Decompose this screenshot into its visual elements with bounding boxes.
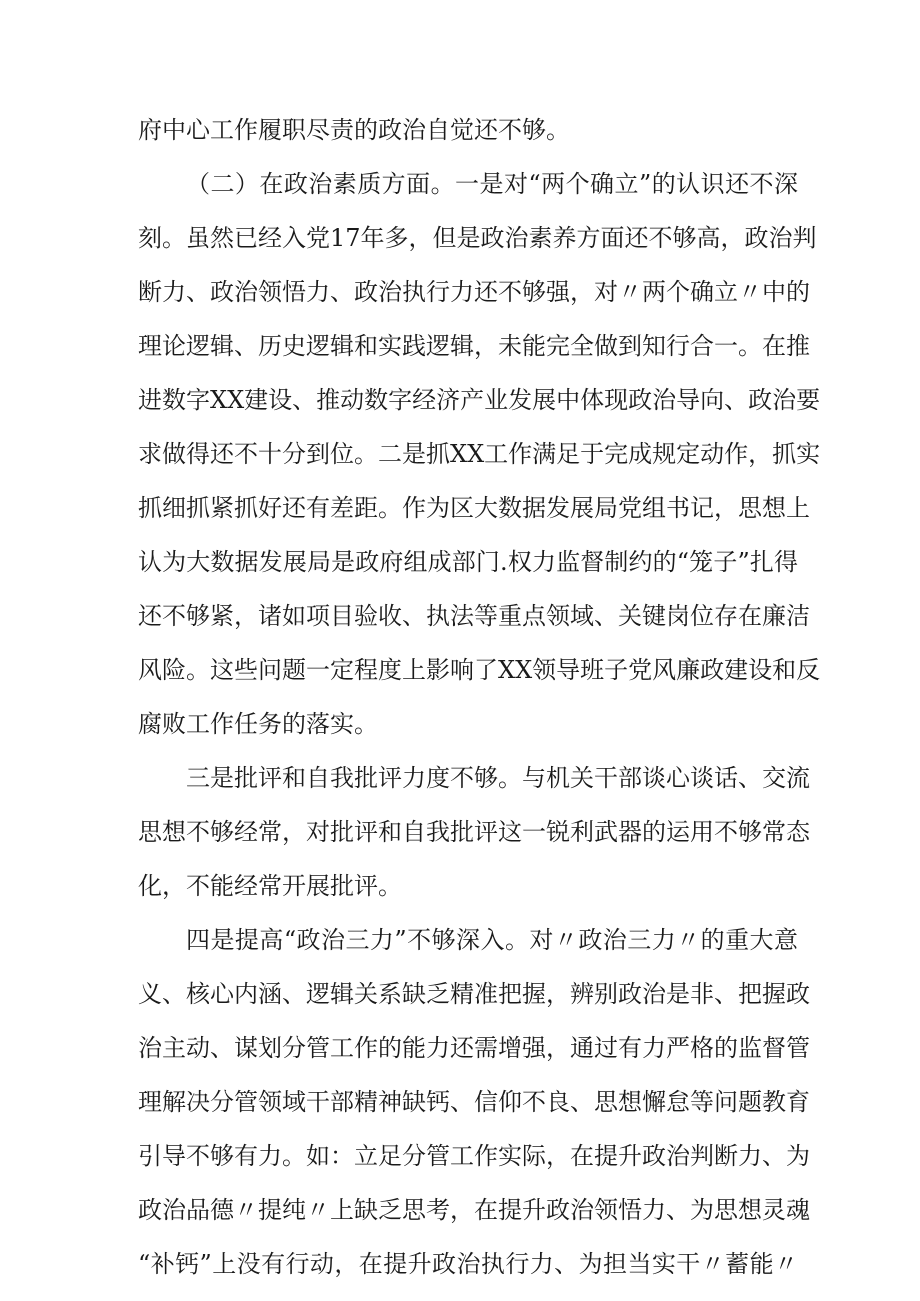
text-line: 断力、政治领悟力、政治执行力还不够强，对〃两个确立〃中的	[138, 278, 810, 306]
text-line: 义、核心内涵、逻辑关系缺乏精准把握，辨别政治是非、把握政	[138, 980, 810, 1008]
text-line: 政治品德〃提纯〃上缺乏思考，在提升政治领悟力、为思想灵魂	[138, 1196, 810, 1224]
text-line: 刻。虽然已经入党17年多，但是政治素养方面还不够高，政治判	[138, 224, 817, 252]
text-line: 还不够紧，诸如项目验收、执法等重点领域、关键岗位存在廉洁	[138, 602, 810, 630]
text-line: 化，不能经常开展批评。	[138, 872, 402, 900]
text-line: “补钙”上没有行动，在提升政治执行力、为担当实干〃蓄能〃	[138, 1250, 798, 1278]
text-line: 治主动、谋划分管工作的能力还需增强，通过有力严格的监督管	[138, 1034, 810, 1062]
paragraph-start-line: 四是提高“政治三力”不够深入。对〃政治三力〃的重大意	[186, 926, 798, 954]
text-line: 抓细抓紧抓好还有差距。作为区大数据发展局党组书记，思想上	[138, 494, 810, 522]
text-line: 认为大数据发展局是政府组成部门.权力监督制约的“笼子”扎得	[138, 548, 798, 576]
paragraph-start-line: 三是批评和自我批评力度不够。与机关干部谈心谈话、交流	[186, 764, 810, 792]
section-heading-line: （二）在政治素质方面。一是对“两个确立”的认识还不深	[186, 170, 798, 198]
text-line: 腐败工作任务的落实。	[138, 710, 378, 738]
text-line: 风险。这些问题一定程度上影响了XX领导班子党风廉政建设和反	[138, 656, 821, 684]
text-line: 思想不够经常，对批评和自我批评这一锐利武器的运用不够常态	[138, 818, 810, 846]
text-line: 引导不够有力。如：立足分管工作实际，在提升政治判断力、为	[138, 1142, 810, 1170]
text-line: 进数字XX建设、推动数字经济产业发展中体现政治导向、政治要	[138, 386, 821, 414]
text-line: 理论逻辑、历史逻辑和实践逻辑，未能完全做到知行合一。在推	[138, 332, 810, 360]
text-line: 求做得还不十分到位。二是抓XX工作满足于完成规定动作，抓实	[138, 440, 821, 468]
text-line: 理解决分管领域干部精神缺钙、信仰不良、思想懈怠等问题教育	[138, 1088, 810, 1116]
text-line: 府中心工作履职尽责的政治自觉还不够。	[138, 116, 570, 144]
